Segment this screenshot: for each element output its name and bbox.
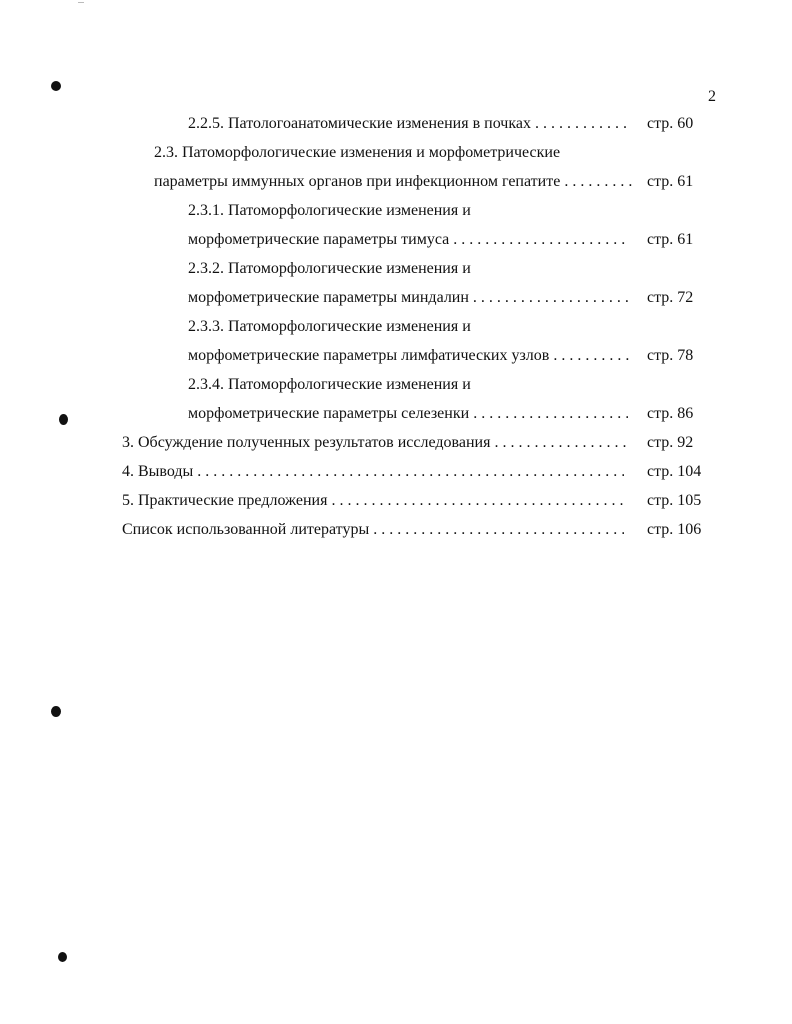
- toc-entry-text: 3. Обсуждение полученных результатов исследования . . .: [122, 432, 629, 454]
- toc-entry: [154, 142, 710, 164]
- toc-entry-text: 4. Выводы . . .: [122, 461, 624, 483]
- toc-entry: [188, 374, 710, 396]
- toc-entry-text: 2.3. Патоморфологические изменения и морфометрические: [154, 144, 561, 161]
- toc-entry-text: 2.3.1. Патоморфологические изменения и: [188, 202, 471, 219]
- toc-entry-text: 2.3.4. Патоморфологические изменения и: [188, 376, 471, 393]
- toc-entry: [188, 113, 710, 135]
- toc-entry-text: морфометрические параметры лимфатических узлов . . .: [188, 345, 632, 367]
- toc-entry-page: стр. 92: [647, 434, 694, 451]
- toc-entry: [154, 171, 710, 193]
- punch-hole: [59, 414, 68, 425]
- page-number: 2: [708, 88, 716, 105]
- toc-entry-text: 5. Практические предложения . . .: [122, 490, 624, 512]
- toc-entry-page: стр. 61: [647, 231, 694, 248]
- toc-entry: [188, 258, 710, 280]
- toc-entry-text: морфометрические параметры селезенки . . .: [188, 403, 628, 425]
- toc-entry-text: 2.3.3. Патоморфологические изменения и: [188, 318, 471, 335]
- toc-entry-page: стр. 61: [647, 173, 694, 190]
- scan-mark: [78, 2, 84, 3]
- toc-entry: [122, 519, 710, 541]
- toc-entry-page: стр. 86: [647, 405, 694, 422]
- toc-entry-text: 2.2.5. Патологоанатомические изменения в почках . . .: [188, 113, 632, 135]
- toc-entry: [122, 461, 710, 483]
- toc-entry-text: морфометрические параметры миндалин . . .: [188, 287, 628, 309]
- toc-entry-page: стр. 106: [647, 521, 702, 538]
- toc-entry: [188, 316, 710, 338]
- toc-entry-text: морфометрические параметры тимуса . . .: [188, 229, 628, 251]
- toc-entry: [188, 287, 710, 309]
- toc-entry-page: стр. 78: [647, 347, 694, 364]
- punch-hole: [51, 81, 61, 91]
- toc-entry-text: Список использованной литературы . . .: [122, 519, 624, 541]
- toc-entry: [188, 200, 710, 222]
- toc-entry-page: стр. 105: [647, 492, 702, 509]
- punch-hole: [58, 952, 67, 962]
- punch-hole: [51, 706, 61, 717]
- toc-entry: [122, 490, 710, 512]
- toc-entry-page: стр. 60: [647, 115, 694, 132]
- toc-entry-text: 2.3.2. Патоморфологические изменения и: [188, 260, 471, 277]
- toc-entry-text: параметры иммунных органов при инфекционном гепатите . . .: [154, 171, 632, 193]
- toc-entry-page: стр. 72: [647, 289, 694, 306]
- toc-entry: [122, 432, 710, 454]
- toc-entry: [188, 345, 710, 367]
- toc-entry: [188, 229, 710, 251]
- toc-entry-page: стр. 104: [647, 463, 702, 480]
- toc-entry: [188, 403, 710, 425]
